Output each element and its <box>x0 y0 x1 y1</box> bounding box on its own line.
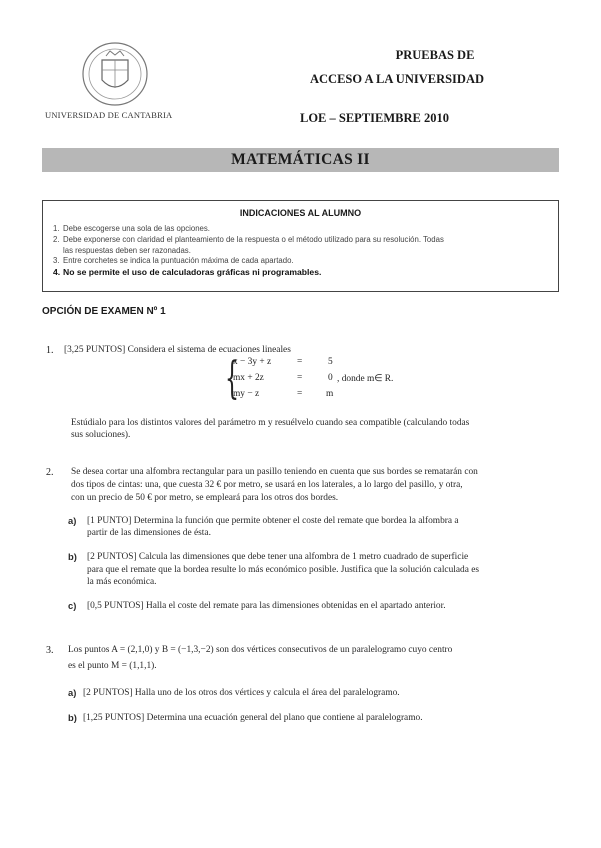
eq1-lhs: x − 3y + z <box>233 357 272 367</box>
eq2-rhs: 0 <box>328 373 333 383</box>
eq1-rhs: 5 <box>328 357 333 367</box>
q3-part-b-label: b) <box>68 712 77 723</box>
question-1-text-line-1: Estúdialo para los distintos valores del parámetro m y resuélvelo cuando sea compatible (calculando todas <box>71 418 470 428</box>
subject-title: MATEMÁTICAS II <box>231 151 370 168</box>
q3-part-a-line-1: [2 PUNTOS] Halla uno de los otros dos vértices y calcula el área del paralelogramo. <box>83 688 400 698</box>
question-2-line-1: Se desea cortar una alfombra rectangular para un pasillo teniendo en cuenta que sus bordes se rematarán con <box>71 467 478 477</box>
option-title: OPCIÓN DE EXAMEN Nº 1 <box>42 306 166 317</box>
question-3-line-2: es el punto M = (1,1,1). <box>68 661 157 671</box>
eq3-rhs: m <box>326 389 334 399</box>
eq2-lhs: mx + 2z <box>233 373 264 383</box>
question-2-line-2: dos tipos de cintas: una, que cuesta 32 € por metro, se usará en los laterales, a lo largo del pasillo, y otra, <box>71 480 463 490</box>
instructions-title: INDICACIONES AL ALUMNO <box>239 208 362 218</box>
eq1-op: = <box>297 357 303 367</box>
eq2-note: , donde m∈ R. <box>337 374 394 384</box>
instruction-item: 1. Debe escogerse una sola de las opciones. <box>53 224 210 233</box>
q2-part-b-line-3: la más económica. <box>87 577 157 587</box>
exam-session: LOE – SEPTIEMBRE 2010 <box>300 111 449 125</box>
header-line-1: PRUEBAS DE <box>395 48 475 62</box>
instruction-item: las respuestas deben ser razonadas. <box>63 245 191 255</box>
instructions-box <box>42 200 559 292</box>
question-1-intro: [3,25 PUNTOS] Considera el sistema de ecuaciones lineales <box>64 345 291 355</box>
q2-part-c-line-1: [0,5 PUNTOS] Halla el coste del remate para las dimensiones obtenidas en el apartado anterior. <box>87 601 446 611</box>
q2-part-b-line-1: [2 PUNTOS] Calcula las dimensiones que debe tener una alfombra de 1 metro cuadrado de superficie <box>87 552 469 562</box>
instruction-item: 3. Entre corchetes se indica la puntuación máxima de cada apartado. <box>53 256 294 266</box>
equation-system <box>225 353 395 404</box>
university-seal <box>80 40 150 108</box>
question-3-number: 3. <box>46 645 54 656</box>
q2-part-b-line-2: para que el remate que la bordea resulte lo más económico posible. Justifica que la solución calculada es <box>87 565 480 575</box>
eq3-op: = <box>297 389 303 399</box>
instruction-item: 2. Debe exponerse con claridad el planteamiento de la respuesta o el método utilizado para su resolución. Todas <box>53 234 444 244</box>
question-2-number: 2. <box>46 467 54 478</box>
q2-part-b-label: b) <box>68 551 77 562</box>
q2-part-a-label: a) <box>68 515 77 526</box>
header-line-2: ACCESO A LA UNIVERSIDAD <box>310 72 484 86</box>
q2-part-a-line-2: partir de las dimensiones de ésta. <box>87 528 211 538</box>
question-1-text-line-2: sus soluciones). <box>71 430 131 440</box>
question-3-line-1: Los puntos A = (2,1,0) y B = (−1,3,−2) son dos vértices consecutivos de un paralelogramo cuyo centro <box>68 645 453 655</box>
instruction-item: 4. No se permite el uso de calculadoras gráficas ni programables. <box>53 267 322 278</box>
question-1-number: 1. <box>46 345 54 356</box>
question-2-line-3: con un precio de 50 € por metro, se empleará para los otros dos bordes. <box>71 493 339 503</box>
q3-part-a-label: a) <box>68 687 77 698</box>
q2-part-a-line-1: [1 PUNTO] Determina la función que permite obtener el coste del remate que bordea la alfombra a <box>87 516 459 526</box>
eq2-op: = <box>297 373 303 383</box>
university-name: UNIVERSIDAD DE CANTABRIA <box>45 110 173 120</box>
eq3-lhs: my − z <box>233 389 260 399</box>
brace-icon: { <box>225 353 239 404</box>
q3-part-b-line-1: [1,25 PUNTOS] Determina una ecuación general del plano que contiene al paralelogramo. <box>83 713 423 723</box>
subject-title-bar <box>42 148 559 172</box>
q2-part-c-label: c) <box>68 600 77 611</box>
instructions-list <box>53 224 548 278</box>
